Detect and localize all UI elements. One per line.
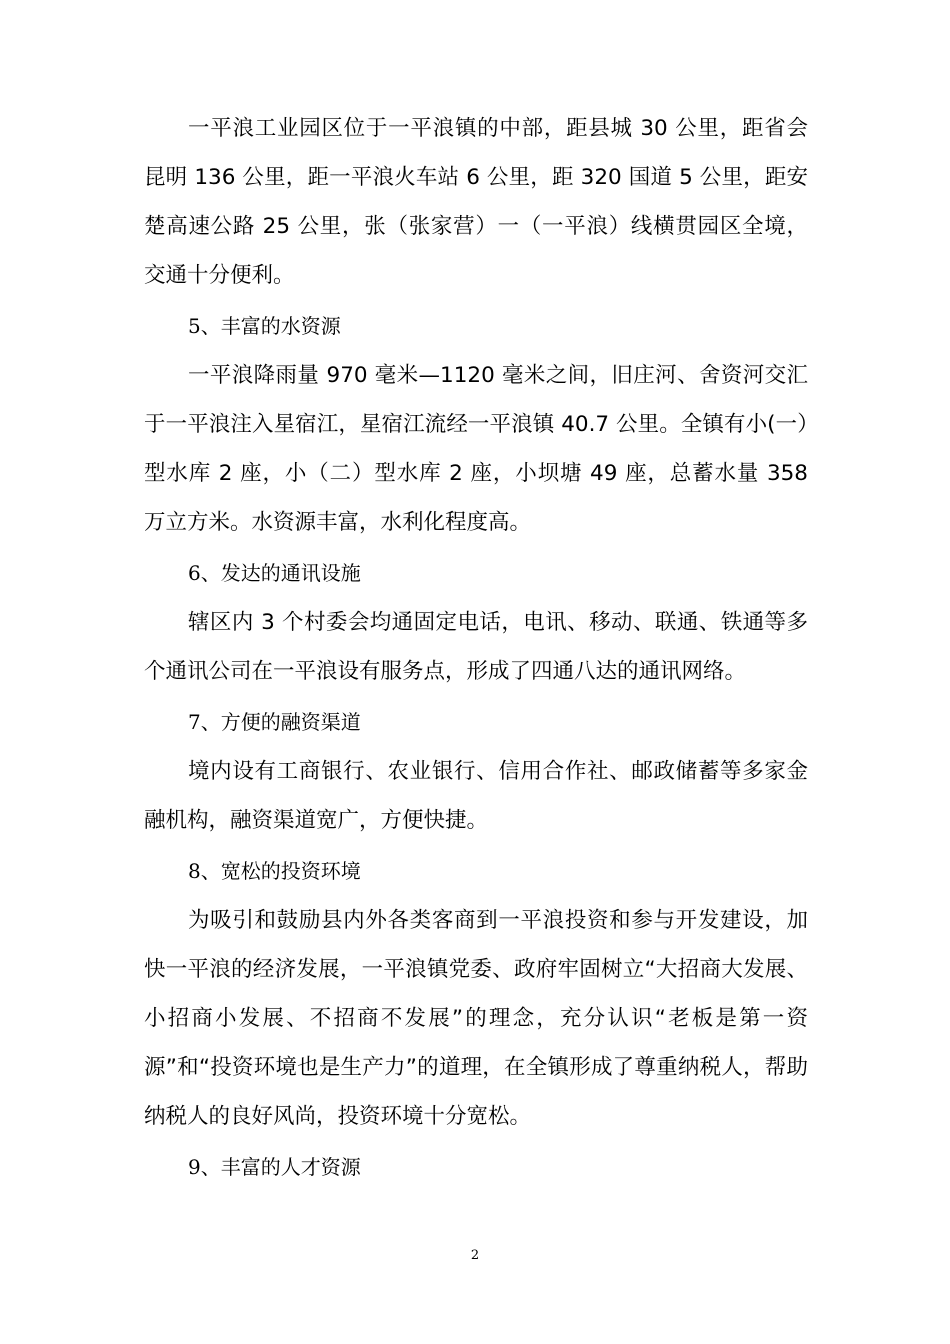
document-body (144, 104, 808, 1192)
paragraph-investment-environment: 为吸引和鼓励县内外各类客商到一平浪投资和参与开发建设，加快一平浪的经济发展，一平浪镇党委、政府牢固树立“大招商大发展、小招商小发展、不招商不发展”的理念，充分认识“老板是第一资源”和“投资环境也是生产力”的道理，在全镇形成了尊重纳税人，帮助纳税人的良好风尚，投资环境十分宽松。 (144, 908, 808, 1129)
paragraph-transport: 一平浪工业园区位于一平浪镇的中部，距县城 30 公里，距省会昆明 136 公里，距一平浪火车站 6 公里，距 320 国道 5 公里，距安楚高速公路 25 公里，张（张家营）一（一平浪）线横贯园区全境，交通十分便利。 (144, 116, 808, 288)
heading-financing: 7、方便的融资渠道 (188, 710, 361, 734)
heading-talent-resources: 9、丰富的人才资源 (188, 1155, 361, 1179)
paragraph-communications: 辖区内 3 个村委会均通固定电话，电讯、移动、联通、铁通等多个通讯公司在一平浪设有服务点，形成了四通八达的通讯网络。 (144, 610, 808, 684)
heading-investment-environment: 8、宽松的投资环境 (188, 859, 361, 883)
paragraph-financing: 境内设有工商银行、农业银行、信用合作社、邮政储蓄等多家金融机构，融资渠道宽广，方便快捷。 (144, 759, 808, 833)
paragraph-water-resources: 一平浪降雨量 970 毫米—1120 毫米之间，旧庄河、舍资河交汇于一平浪注入星宿江，星宿江流经一平浪镇 40.7 公里。全镇有小(一）型水库 2 座，小（二）型水库 2 座，小坝塘 49 座，总蓄水量 358 万立方米。水资源丰富，水利化程度高。 (144, 363, 808, 535)
heading-communications: 6、发达的通讯设施 (188, 561, 361, 585)
page-number: 2 (470, 1248, 480, 1263)
heading-water-resources: 5、丰富的水资源 (188, 314, 341, 338)
